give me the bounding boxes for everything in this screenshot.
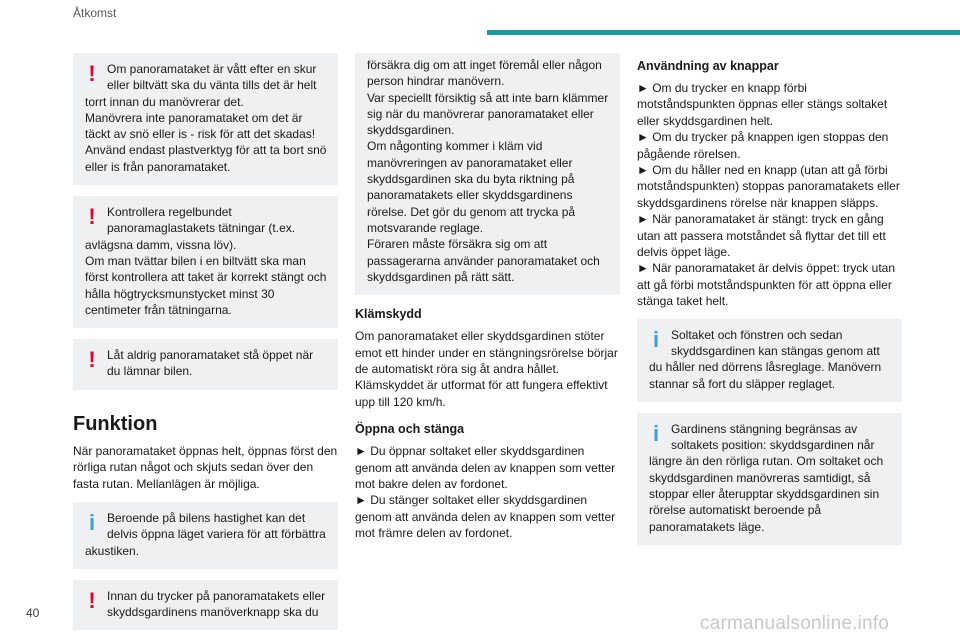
notice-text: du håller ned dörrens låsreglage. Manövern stannar så fort du släpper reglaget. xyxy=(649,360,882,391)
info-notice xyxy=(637,319,902,402)
notice-first-line: Innan du trycker på panoramatakets eller skyddsgardinens manöverknapp ska du xyxy=(107,588,326,620)
instruction-line: ► Du stänger soltaket eller skyddsgardinen genom att använda delen av knappen som vetter mot främre delen av fordonet. xyxy=(355,493,616,541)
column-3 xyxy=(637,53,902,556)
instruction-line: ► När panoramataket är delvis öppet: tryck utan att gå förbi motståndspunkten för att öppna eller stänga taket helt. xyxy=(637,261,895,309)
buttons-heading: Användning av knappar xyxy=(637,59,779,73)
section-title: Åtkomst xyxy=(73,6,117,20)
column-2 xyxy=(355,53,620,546)
info-icon: i xyxy=(88,509,96,535)
watermark: carmanualsonline.info xyxy=(700,613,890,634)
notice-text: längre än den rörliga rutan. Om soltaket och skyddsgardinen manövreras samtidigt, så stoppar eller återupptar skyddsgardinen sin rörelse automatiskt beroende på panoramatakets läge. xyxy=(649,454,884,534)
section-heading: Funktion xyxy=(73,412,158,435)
notice-first-line: Soltaket och fönstren och sedan skyddsgardinen kan stängas genom att xyxy=(671,327,880,358)
instruction-line: ► Om du trycker på knappen igen stoppas den pågående rörelsen. xyxy=(637,130,889,161)
instruction-line: ► Om du trycker en knapp förbi motståndspunkten öppnas eller stängs soltaket eller skyddsgardinen helt. xyxy=(637,81,888,128)
warning-icon: ! xyxy=(88,587,96,613)
notice-first-line: Beroende på bilens hastighet kan det delvis öppna läget variera för att förbättra xyxy=(107,510,326,542)
warning-notice xyxy=(73,580,338,631)
warning-notice xyxy=(73,196,338,328)
warning-notice xyxy=(73,53,338,185)
header-accent-bar xyxy=(487,30,960,35)
instruction-line: ► När panoramataket är stängt: tryck en gång utan att passera motståndet så flyttar det till ett delvis öppet läge. xyxy=(637,212,886,260)
notice-first-line: Om panoramataket är vått efter en skur eller biltvätt ska du vänta tills det är helt xyxy=(107,62,317,93)
open-close-text xyxy=(355,443,620,541)
notice-first-line: Gardinens stängning begränsas av soltakets position: skyddsgardinen når xyxy=(671,421,875,453)
info-notice xyxy=(637,413,902,545)
notice-text: akustiken. xyxy=(85,543,140,558)
warning-icon: ! xyxy=(88,204,96,230)
open-close-heading: Öppna och stänga xyxy=(355,422,465,437)
column-1 xyxy=(73,53,338,641)
warning-notice-continued xyxy=(355,53,620,295)
intro-paragraph: När panoramataket öppnas helt, öppnas först den rörliga rutan något och skjuts sedan över den fasta rutan. Mellanlägen är möjliga. xyxy=(73,443,338,491)
instruction-line: ► Du öppnar soltaket eller skyddsgardinen genom att använda delen av knappen som vetter mot bakre delen av fordonet. xyxy=(355,444,616,491)
notice-text: torrt innan du manövrerar det. Manövrera inte panoramataket om det är täckt av snö eller is - risk för att det skadas! Använd endast plastverktyg för att ta bort snö eller is från panoramataket. xyxy=(85,94,327,174)
warning-icon: ! xyxy=(88,61,96,86)
warning-notice xyxy=(73,339,338,390)
anti-pinch-text: Om panoramataket eller skyddsgardinen stöter emot ett hinder under en stängningsrörelse börjar de automatiskt röra sig åt andra hållet. Klämskyddet är utformat för att fungera effektivt upp till 120 km/h. xyxy=(355,329,618,409)
notice-first-line: Låt aldrig panoramataket stå öppet när du lämnar bilen. xyxy=(107,348,314,379)
warning-icon: ! xyxy=(88,347,96,373)
info-icon: i xyxy=(652,326,660,352)
notice-text: försäkra dig om att inget föremål eller någon person hindrar manövern. Var speciellt försiktig så att inte barn klämmer sig när du manövrerar panoramataket eller skyddsgardinen. Om någonting kommer i kläm vid manövreringen av panoramataket eller skyddsgardinen ska du byta riktning på panoramatakets eller skyddsgardinens rörelse. Det gör du genom att trycka på motsvarande reglage. Föraren måste försäkra sig om att passagerarna använder panoramataket och skyddsgardinen på rätt sätt. xyxy=(367,58,609,284)
buttons-text xyxy=(637,80,902,310)
page-number: 40 xyxy=(26,606,40,620)
instruction-line: ► Om du håller ned en knapp (utan att gå förbi motståndspunkten) stoppas panoramatakets eller skyddsgardinens rörelse när knappen släpps. xyxy=(637,163,900,210)
notice-text: avlägsna damm, vissna löv). Om man tvättar bilen i en biltvätt ska man först kontrollera att taket är korrekt stängt och hålla högtrycksmunstycket minst 30 centimeter från tätningarna. xyxy=(85,237,327,317)
info-icon: i xyxy=(652,420,660,446)
notice-first-line: Kontrollera regelbundet panoramaglastakets tätningar (t.ex. xyxy=(107,205,296,236)
anti-pinch-heading: Klämskydd xyxy=(355,307,422,322)
info-notice xyxy=(73,502,338,569)
